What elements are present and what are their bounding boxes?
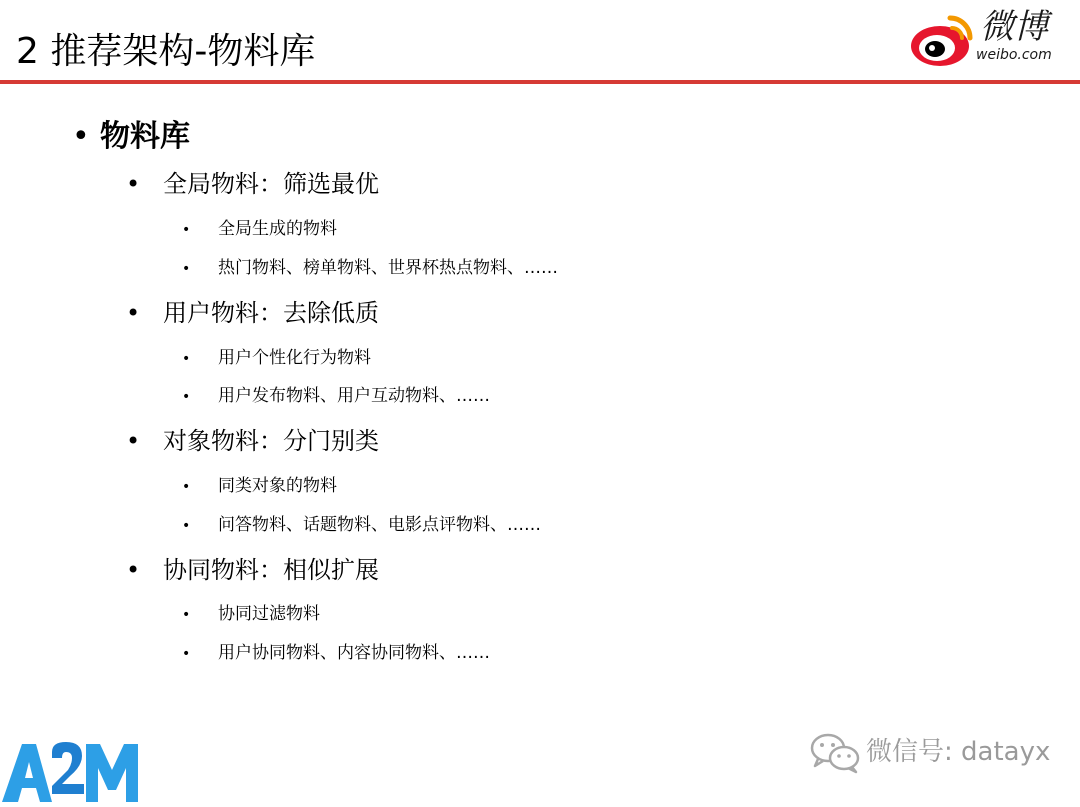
bullet-dot: •: [182, 518, 191, 534]
wechat-icon: [810, 732, 862, 774]
section-label: • 用户物料：去除低质: [126, 295, 379, 331]
slide-title: 2 推荐架构-物料库: [16, 31, 316, 72]
bullet-dot: •: [182, 261, 191, 277]
bullet-dot: •: [126, 427, 141, 455]
bullet-dot: •: [126, 556, 141, 584]
list-item: • 问答物料、话题物料、电影点评物料、……: [182, 512, 541, 539]
bullet-dot: •: [182, 222, 191, 238]
list-item: • 热门物料、榜单物料、世界杯热点物料、……: [182, 255, 558, 282]
section-label: • 对象物料：分门别类: [126, 423, 379, 459]
bullet-dot: •: [126, 170, 141, 198]
bullet-dot: •: [182, 479, 191, 495]
section-label: • 全局物料：筛选最优: [126, 166, 379, 202]
list-item: • 协同过滤物料: [182, 601, 320, 628]
list-item: • 用户发布物料、用户互动物料、……: [182, 383, 490, 410]
list-item: • 用户协同物料、内容协同物料、……: [182, 640, 490, 667]
title-underline: [0, 80, 1080, 84]
list-item: • 同类对象的物料: [182, 473, 337, 500]
weibo-domain: weibo.com: [976, 47, 1052, 63]
bullet-dot: •: [126, 299, 141, 327]
bullet-dot: •: [182, 646, 191, 662]
weibo-name: 微博: [980, 7, 1048, 47]
heading-bullet: [72, 115, 190, 159]
list-item: • 用户个性化行为物料: [182, 345, 371, 372]
bullet-dot: •: [72, 119, 90, 154]
wechat-id-text: 微信号: datayx: [866, 737, 1051, 767]
section-label: • 协同物料：相似扩展: [126, 552, 379, 588]
bullet-dot: •: [182, 351, 191, 367]
list-item: • 全局生成的物料: [182, 216, 337, 243]
heading-text: 物料库: [100, 119, 190, 154]
bullet-dot: •: [182, 607, 191, 623]
a2m-logo-icon: [0, 738, 140, 804]
bullet-dot: •: [182, 389, 191, 405]
